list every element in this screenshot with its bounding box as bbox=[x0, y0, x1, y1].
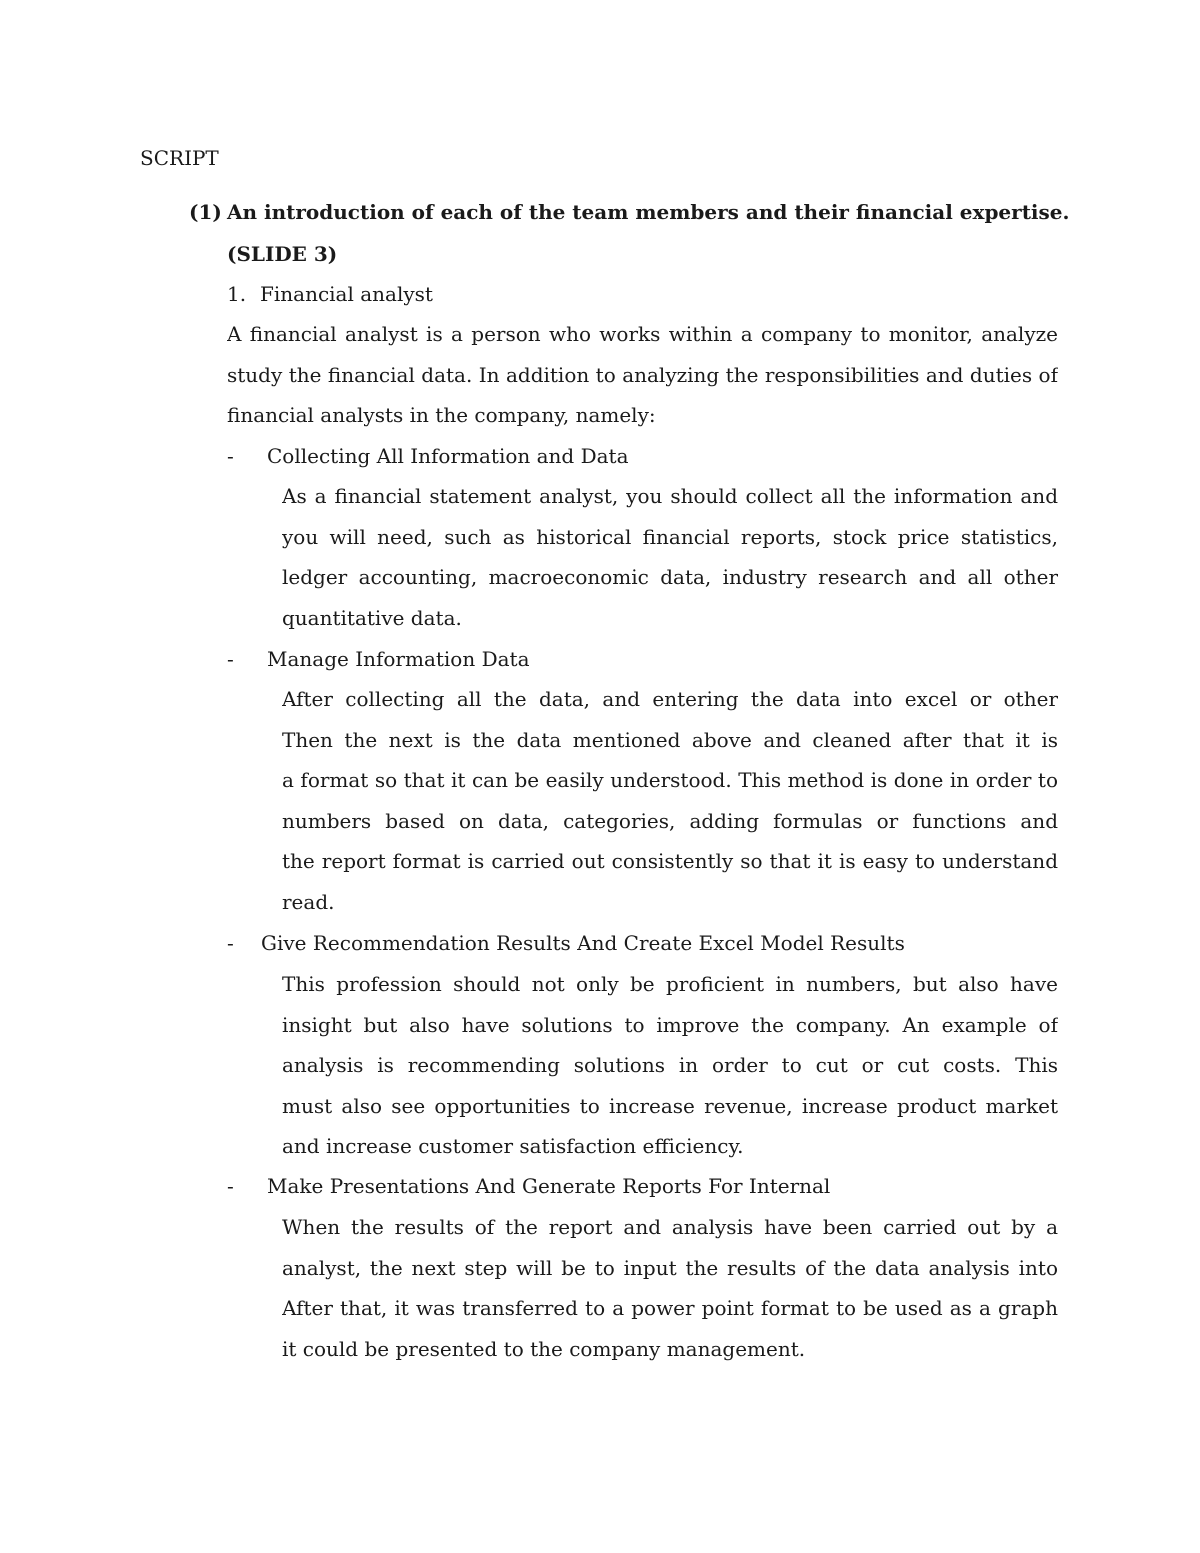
paragraph-line: the report format is carried out consistently so that it is easy to understand bbox=[282, 849, 1058, 874]
bullet-paragraph bbox=[282, 679, 1058, 923]
bullet-title: Make Presentations And Generate Reports For Internal bbox=[267, 1174, 831, 1198]
paragraph-line: a format so that it can be easily understood. This method is done in order to bbox=[282, 768, 1058, 793]
paragraph-line: and increase customer satisfaction efficiency. bbox=[282, 1134, 744, 1159]
bullet-paragraph bbox=[282, 476, 1058, 638]
paragraph-line: A financial analyst is a person who works within a company to monitor, analyze bbox=[227, 322, 1058, 346]
bullet-title: Collecting All Information and Data bbox=[267, 444, 629, 468]
paragraph-line: After collecting all the data, and entering the data into excel or other bbox=[282, 687, 1058, 711]
paragraph-line: study the financial data. In addition to analyzing the responsibilities and duties of bbox=[227, 362, 1058, 387]
section-heading: An introduction of each of the team members and their financial expertise. bbox=[227, 200, 1070, 224]
item-title: Financial analyst bbox=[260, 282, 433, 306]
paragraph-line: ledger accounting, macroeconomic data, industry research and all other bbox=[282, 565, 1058, 590]
paragraph-line: After that, it was transferred to a power point format to be used as a graph bbox=[282, 1296, 1058, 1321]
paragraph-line: you will need, such as historical financial reports, stock price statistics, bbox=[282, 524, 1058, 549]
section-number: (1) bbox=[189, 200, 222, 224]
paragraph-line: As a financial statement analyst, you should collect all the information and bbox=[282, 484, 1058, 508]
item-intro-paragraph bbox=[227, 314, 1058, 436]
paragraph-line: analysis is recommending solutions in order to cut or cut costs. This bbox=[282, 1053, 1058, 1078]
slide-reference: (SLIDE 3) bbox=[227, 242, 338, 266]
paragraph-line: it could be presented to the company management. bbox=[282, 1336, 806, 1361]
document-title: SCRIPT bbox=[140, 146, 219, 170]
bullet-marker: - bbox=[227, 1174, 234, 1198]
paragraph-line: When the results of the report and analysis have been carried out by a bbox=[282, 1215, 1058, 1239]
bullet-marker: - bbox=[227, 444, 234, 468]
paragraph-line: financial analysts in the company, namely: bbox=[227, 403, 656, 428]
paragraph-line: insight but also have solutions to improve the company. An example of bbox=[282, 1012, 1058, 1037]
paragraph-line: must also see opportunities to increase revenue, increase product market bbox=[282, 1093, 1058, 1118]
bullet-marker: - bbox=[227, 931, 234, 955]
paragraph-line: quantitative data. bbox=[282, 605, 462, 630]
item-number: 1. bbox=[227, 282, 247, 306]
paragraph-line: read. bbox=[282, 889, 335, 914]
bullet-paragraph bbox=[282, 964, 1058, 1167]
paragraph-line: analyst, the next step will be to input the results of the data analysis into bbox=[282, 1255, 1058, 1280]
paragraph-line: numbers based on data, categories, adding formulas or functions and bbox=[282, 808, 1058, 833]
bullet-title: Manage Information Data bbox=[267, 647, 530, 671]
bullet-paragraph bbox=[282, 1207, 1058, 1369]
bullet-title: Give Recommendation Results And Create Excel Model Results bbox=[261, 931, 905, 955]
bullet-marker: - bbox=[227, 647, 234, 671]
paragraph-line: Then the next is the data mentioned above and cleaned after that it is bbox=[282, 727, 1058, 752]
paragraph-line: This profession should not only be proficient in numbers, but also have bbox=[282, 972, 1058, 996]
